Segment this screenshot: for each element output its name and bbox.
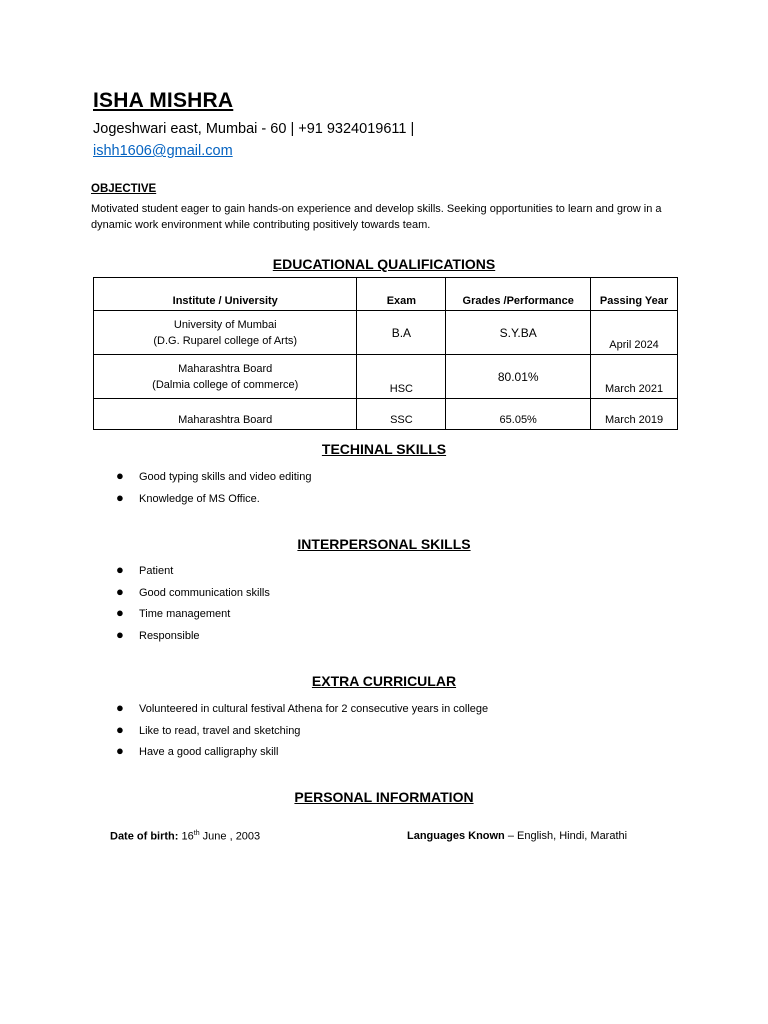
list-item-text: Volunteered in cultural festival Athena for 2 consecutive years in college xyxy=(139,703,489,715)
column-header-institute: Institute / University xyxy=(94,278,357,311)
bullet-icon: ● xyxy=(116,583,124,599)
grade-cell: 80.01% xyxy=(446,355,591,399)
grade-cell: S.Y.BA xyxy=(446,311,591,355)
institute-cell xyxy=(94,311,357,355)
resume-name: ISHA MISHRA xyxy=(93,89,234,112)
table-row xyxy=(94,399,678,430)
languages-known xyxy=(407,830,627,842)
exam-cell: HSC xyxy=(357,355,446,399)
list-item-text: Good communication skills xyxy=(139,586,270,599)
exam-cell: SSC xyxy=(357,399,446,430)
languages-value: English, Hindi, Marathi xyxy=(517,830,628,842)
technical-skills-list xyxy=(116,470,311,513)
languages-label: Languages Known xyxy=(407,830,505,842)
bullet-icon: ● xyxy=(116,489,124,505)
column-header-year: Passing Year xyxy=(591,278,678,311)
bullet-icon: ● xyxy=(116,605,124,621)
list-item xyxy=(116,489,311,514)
dob-day-suffix: th xyxy=(193,830,200,837)
year-cell: March 2021 xyxy=(591,355,678,399)
extra-curricular-heading: EXTRA CURRICULAR xyxy=(311,673,457,689)
institute-college: (D.G. Ruparel college of Arts) xyxy=(153,334,298,347)
grade-cell: 65.05% xyxy=(446,399,591,430)
list-item xyxy=(116,564,270,586)
education-heading: EDUCATIONAL QUALIFICATIONS xyxy=(272,256,496,272)
institute-college: (Dalmia college of commerce) xyxy=(152,378,299,391)
date-of-birth xyxy=(110,830,260,843)
dob-day: 16 xyxy=(181,830,194,843)
institute-cell xyxy=(94,355,357,399)
list-item-text: Patient xyxy=(139,565,174,577)
bullet-icon: ● xyxy=(116,562,124,577)
column-header-exam: Exam xyxy=(357,278,446,311)
bullet-icon: ● xyxy=(116,721,124,737)
list-item-text: Like to read, travel and sketching xyxy=(139,724,301,737)
list-item-text: Responsible xyxy=(139,630,200,643)
column-header-grades: Grades /Performance xyxy=(446,278,591,311)
table-header-row xyxy=(94,278,678,311)
objective-heading: OBJECTIVE xyxy=(91,183,157,195)
year-cell: April 2024 xyxy=(591,311,678,355)
list-item xyxy=(116,583,270,608)
list-item-text: Knowledge of MS Office. xyxy=(139,492,260,505)
technical-skills-heading: TECHINAL SKILLS xyxy=(321,441,447,457)
list-item xyxy=(116,607,270,629)
education-table xyxy=(93,277,678,430)
institute-cell: Maharashtra Board xyxy=(94,399,357,430)
interpersonal-skills-list xyxy=(116,564,270,651)
table-row xyxy=(94,311,678,355)
extra-curricular-list xyxy=(116,702,488,767)
bullet-icon: ● xyxy=(116,743,124,759)
languages-separator: – xyxy=(507,830,514,842)
institute-name: Maharashtra Board xyxy=(178,362,273,375)
year-cell: March 2019 xyxy=(591,399,678,430)
table-row xyxy=(94,355,678,399)
list-item-text: Have a good calligraphy skill xyxy=(139,746,279,759)
objective-text: Motivated student eager to gain hands-on experience and develop skills. Seeking opportunities to learn and grow in a dynamic work environment while contributing positively towards team. xyxy=(91,203,662,231)
list-item-text: Time management xyxy=(139,608,231,621)
list-item xyxy=(116,745,488,767)
bullet-icon: ● xyxy=(116,627,124,643)
email-link[interactable]: ishh1606@gmail.com xyxy=(93,143,233,159)
contact-line: Jogeshwari east, Mumbai - 60 | +91 9324019611 | xyxy=(93,121,415,137)
list-item xyxy=(116,470,311,492)
dob-rest: June , 2003 xyxy=(202,830,261,843)
list-item xyxy=(116,629,270,651)
institute-name: University of Mumbai xyxy=(173,318,277,331)
list-item xyxy=(116,702,488,724)
list-item-text: Good typing skills and video editing xyxy=(139,471,312,483)
list-item xyxy=(116,721,488,746)
personal-information-heading: PERSONAL INFORMATION xyxy=(294,789,474,805)
dob-label: Date of birth: xyxy=(110,830,179,843)
bullet-icon: ● xyxy=(116,468,124,483)
exam-cell: B.A xyxy=(357,311,446,355)
interpersonal-skills-heading: INTERPERSONAL SKILLS xyxy=(297,536,471,552)
bullet-icon: ● xyxy=(116,700,124,715)
